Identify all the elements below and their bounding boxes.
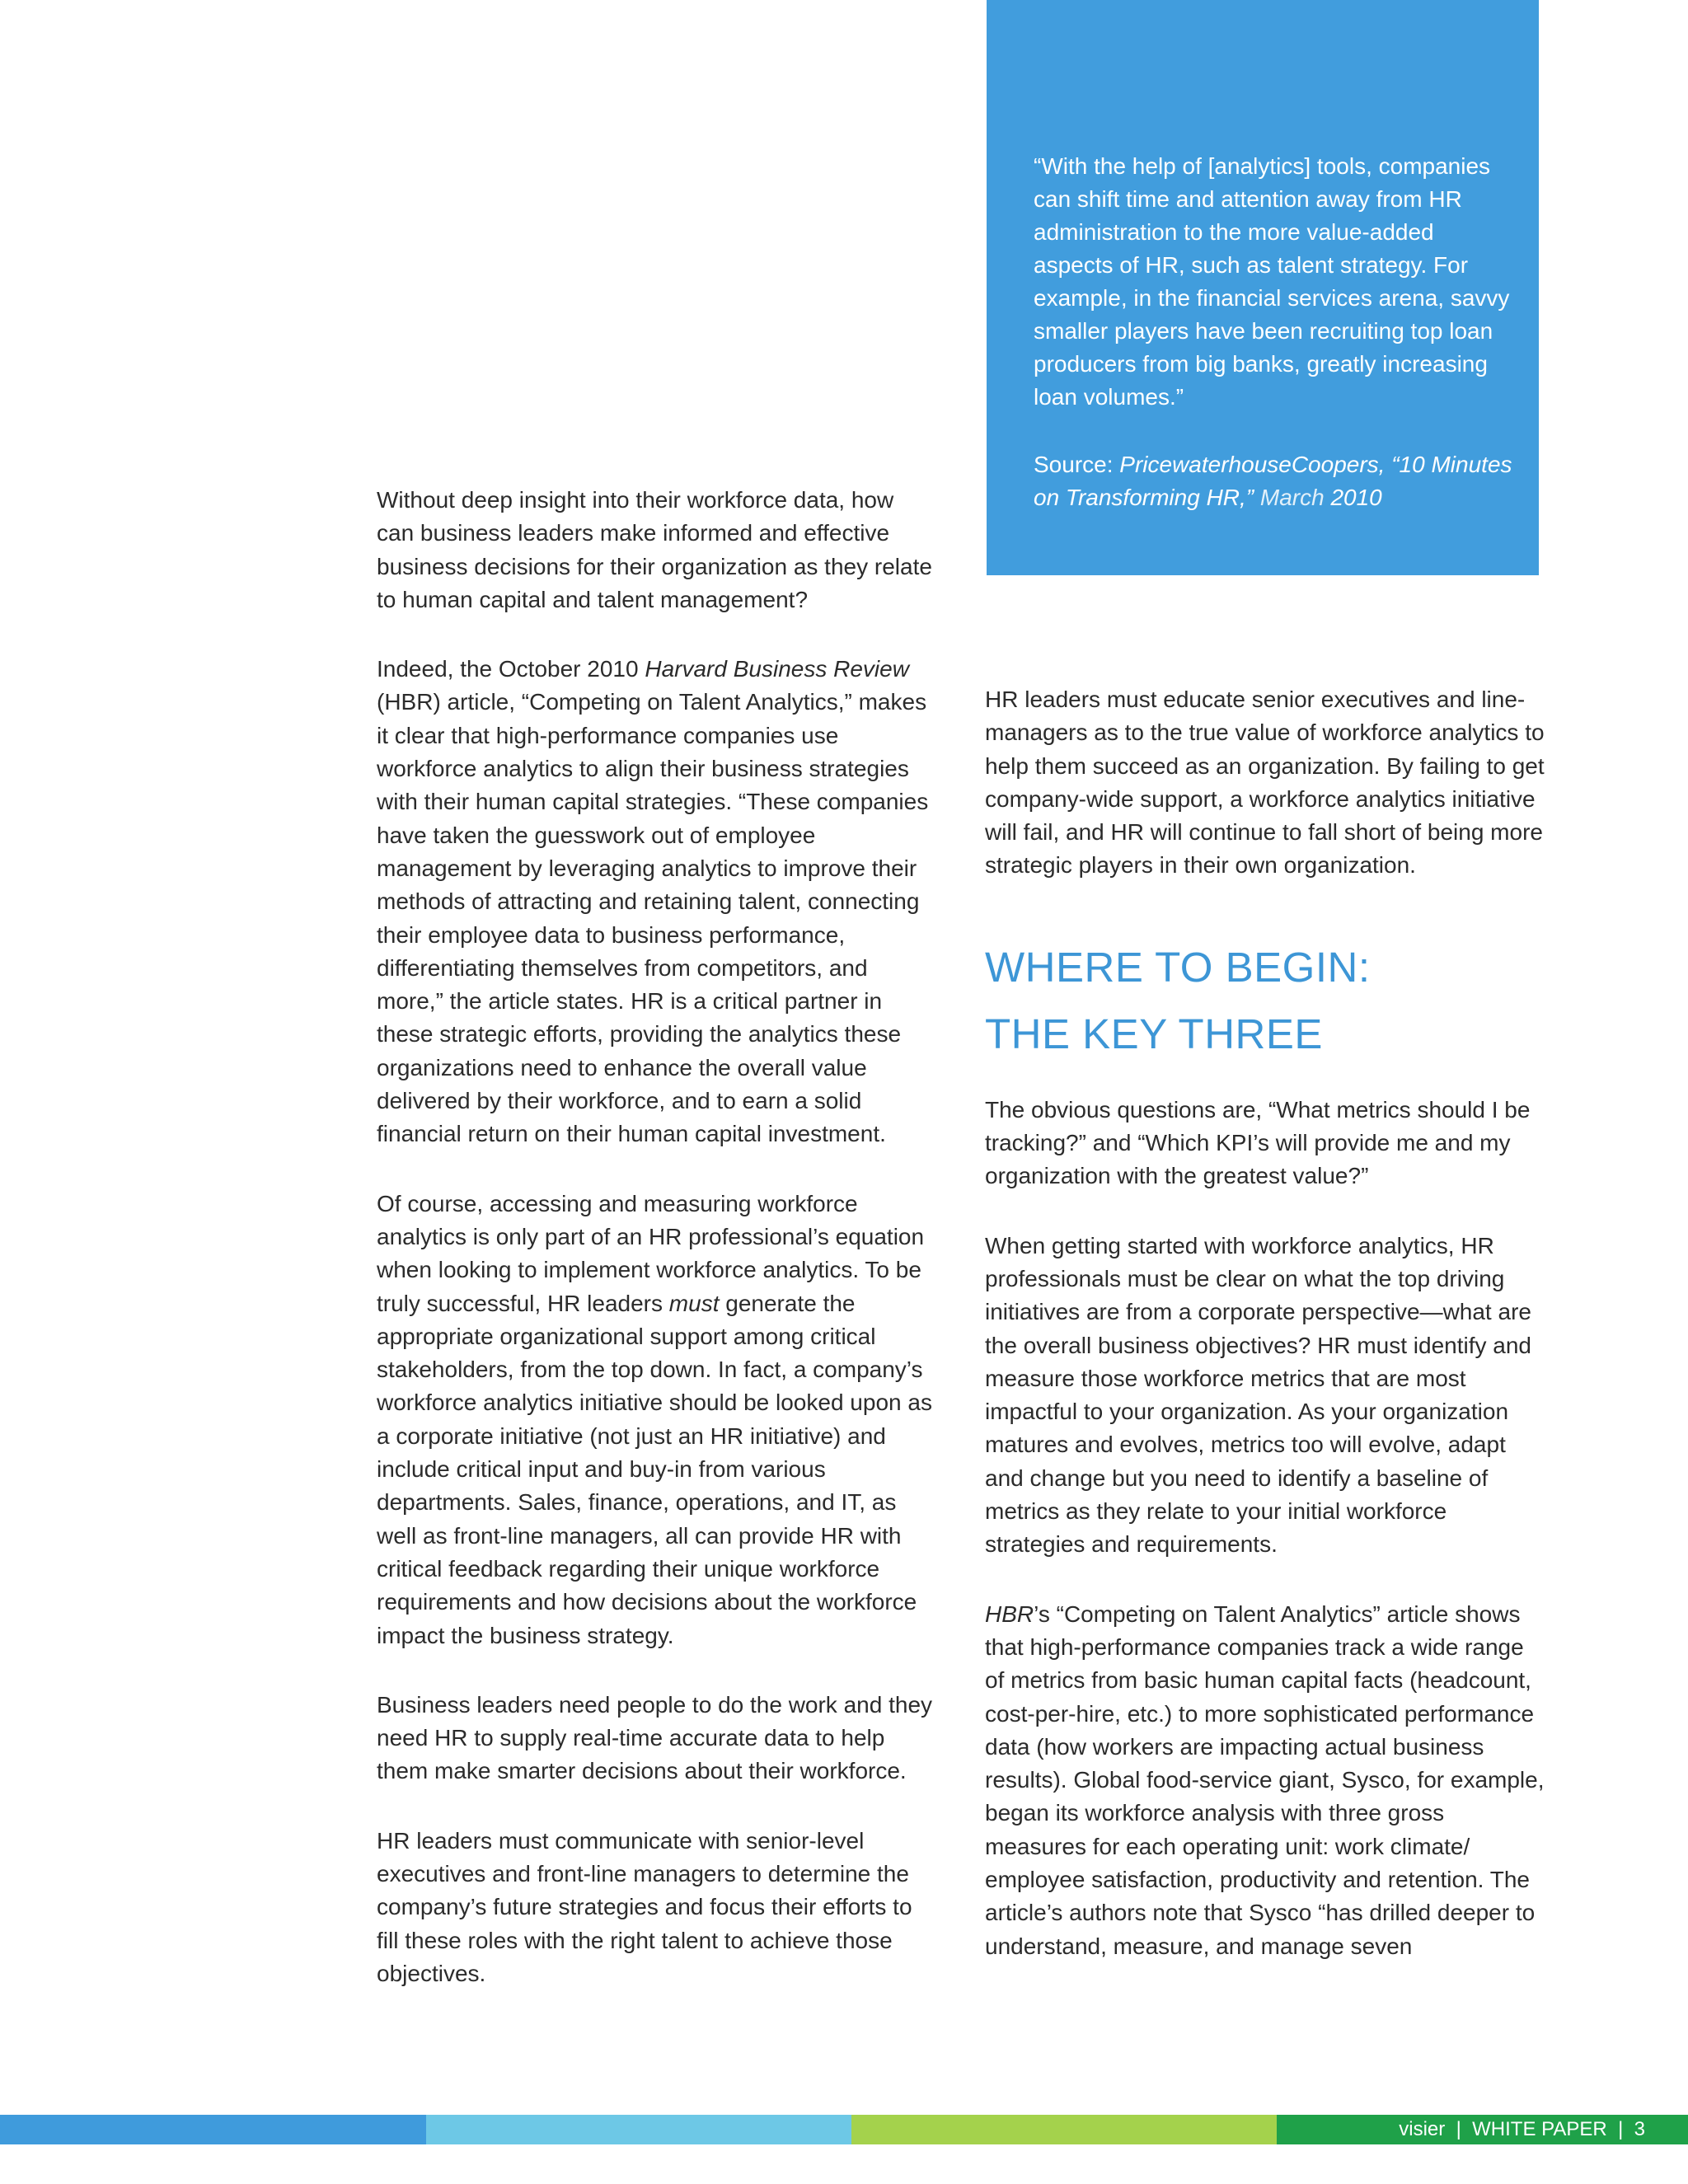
right-column (985, 683, 1545, 1999)
pull-quote-source (1034, 448, 1514, 514)
source-month: March (1254, 485, 1331, 510)
left-paragraph-1: Without deep insight into their workforce data, how can business leaders make informed and effective business decisions for their organization as they relate to human capital and talent management? (377, 487, 932, 612)
source-label: Source: (1034, 452, 1120, 477)
footer-label: WHITE PAPER (1472, 2118, 1607, 2140)
footer-bar (0, 2115, 1688, 2144)
left-paragraph-2 (377, 653, 937, 1151)
left-paragraph-5: HR leaders must communicate with senior-level executives and front-line managers to determine the company’s future strategies and focus their efforts to fill these roles with the right talent to achieve those objectives. (377, 1827, 912, 1986)
footer-segment-green (1277, 2115, 1688, 2144)
right-paragraph-2: The obvious questions are, “What metrics should I be tracking?” and “Which KPI’s will provide me and my organization with the greatest value?” (985, 1096, 1531, 1189)
pull-quote-box (987, 0, 1539, 575)
publication-abbrev: HBR (985, 1601, 1034, 1627)
publication-title: Harvard Business Review (645, 656, 909, 682)
footer-segment-blue (0, 2115, 426, 2144)
section-heading (985, 934, 1545, 1067)
left-column (377, 484, 937, 2027)
text-run: Of course, accessing and measuring workforce analytics is only part of an HR professional’s equation when looking to implement workforce analytics. To be truly successful, HR leaders (377, 1190, 925, 1316)
left-paragraph-3 (377, 1188, 937, 1652)
text-run: ’s “Competing on Talent Analytics” article shows that high-performance companies track a wide range of metrics from basic human capital facts (headcount, cost-per-hire, etc.) to more sophisticated performance data (how workers are impacting actual business results). Global food-service giant, Sysco, for example, began its workforce analysis with three gross measures for each operating unit: work climate/ employee satisfaction, productivity and retention. The article’s authors note that Sysco “has drilled deeper to understand, measure, and manage seven (985, 1601, 1545, 1959)
right-paragraph-1: HR leaders must educate senior executives and line-managers as to the true value of workforce analytics to help them succeed as an organization. By failing to get company-wide support, a workforce analytics initiative will fail, and HR will continue to fall short of being more strategic players in their own organization. (985, 687, 1545, 879)
source-year: 2010 (1330, 485, 1382, 510)
right-paragraph-4 (985, 1598, 1545, 1963)
footer-separator: | (1445, 2118, 1473, 2140)
footer-segment-light-blue (426, 2115, 851, 2144)
page-number: 3 (1634, 2118, 1645, 2140)
left-paragraph-4: Business leaders need people to do the work and they need HR to supply real-time accurate data to help them make smarter decisions about their workforce. (377, 1691, 933, 1784)
footer-separator: | (1606, 2118, 1634, 2140)
emphasis: must (668, 1290, 720, 1316)
footer-segment-lime (851, 2115, 1277, 2144)
heading-line-1: WHERE TO BEGIN: (985, 943, 1371, 991)
footer-brand: visier (1399, 2118, 1446, 2140)
right-paragraph-3: When getting started with workforce analytics, HR professionals must be clear on what the top driving initiatives are from a corporate perspective—what are the overall business objectives? HR must identify and measure those workforce metrics that are most impactful to your organization. As your organization matures and evolves, metrics too will evolve, adapt and change but you need to identify a baseline of metrics as they relate to your initial workforce strategies and requirements. (985, 1232, 1532, 1558)
heading-line-2: THE KEY THREE (985, 1010, 1323, 1057)
text-run: (HBR) article, “Competing on Talent Analytics,” makes it clear that high-performance companies use workforce analytics to align their business strategies with their human capital strategies. “These companies have taken the guesswork out of employee management by leveraging analytics to improve their methods of attracting and retaining talent, connecting their employee data to business performance, differentiating themselves from competitors, and more,” the article states. HR is a critical partner in these strategic efforts, providing the analytics these organizations need to enhance the overall value delivered by their workforce, and to earn a solid financial return on their human capital investment. (377, 689, 929, 1147)
source-title: PricewaterhouseCoopers, “10 Minutes on Transforming HR,” (1034, 452, 1512, 510)
pull-quote-text: “With the help of [analytics] tools, companies can shift time and attention away from HR administration to the more value-added aspects of HR, such as talent strategy. For example, in the financial services arena, savvy smaller players have been recruiting top loan producers from big banks, greatly increasing loan volumes.” (1034, 153, 1510, 410)
text-run: Indeed, the October 2010 (377, 656, 645, 682)
text-run: generate the appropriate organizational support among critical stakeholders, from the top down. In fact, a company’s workforce analytics initiative should be looked upon as a corporate initiative (not just an HR initiative) and include critical input and buy-in from various departments. Sales, finance, operations, and IT, as well as front-line managers, all can provide HR with critical feedback regarding their unique workforce requirements and how decisions about the workforce impact the business strategy. (377, 1290, 932, 1648)
